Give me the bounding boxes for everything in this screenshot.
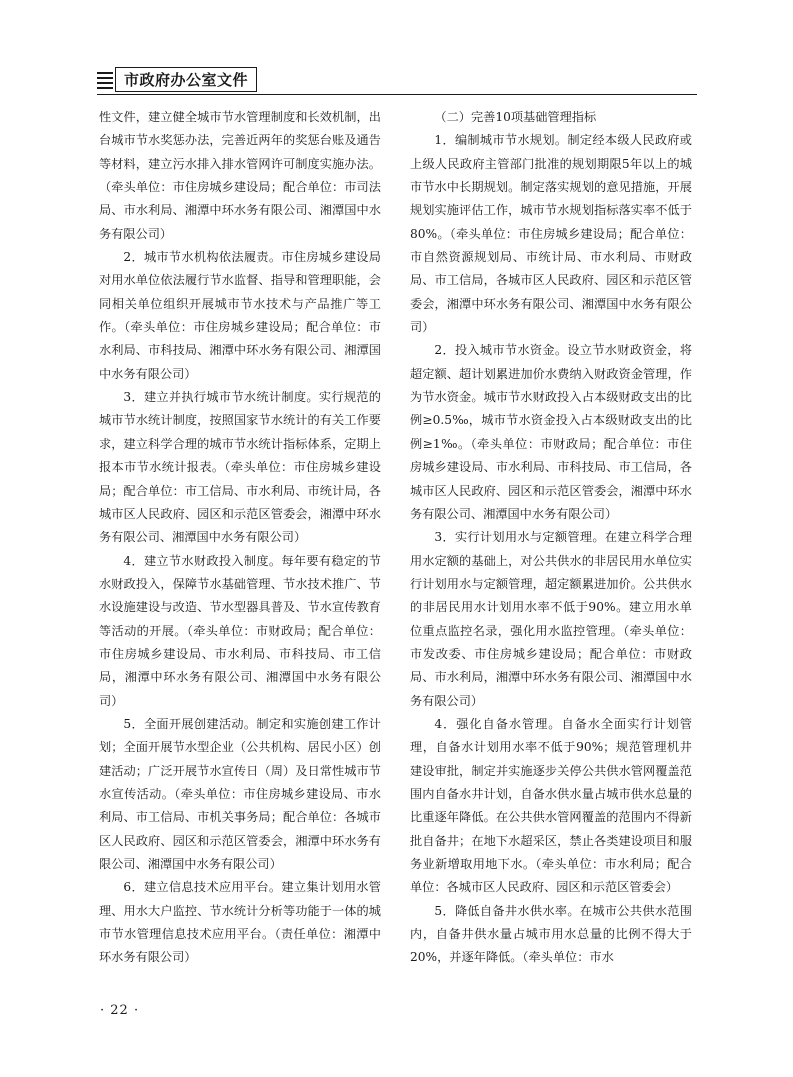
paragraph: 2．投入城市节水资金。设立节水财政资金，将超定额、超计划累进加价水费纳入财政资金管理，作为节水资金。城市节水财政投入占本级财政支出的比例≥0.5‰，城市节水资金投入占本级财政支出的比例≥1‰。（牵头单位：市财政局；配合单位：市住房城乡建设局、市水利局、市科技局、市工信局，各城市区人民政府、园区和示范区管委会，湘潭中环水务有限公司、湘潭国中水务有限公司） [410,343,692,521]
paragraph: 3．实行计划用水与定额管理。在建立科学合理用水定额的基础上，对公共供水的非居民用水单位实行计划用水与定额管理，超定额累进加价。公共供水的非居民用水计划用水率不低于90%。建立用水单位重点监控名录，强化用水监控管理。（牵头单位：市发改委、市住房城乡建设局；配合单位：市财政局、市水利局，湘潭中环水务有限公司、湘潭国中水务有限公司） [410,530,692,708]
paragraph: 1．编制城市节水规划。制定经本级人民政府或上级人民政府主管部门批准的规划期限5年以上的城市节水中长期规划。制定落实规划的意见措施，开展规划实施评估工作，城市节水规划指标落实率不低于80%。（牵头单位：市住房城乡建设局；配合单位：市自然资源规划局、市统计局、市水利局、市财政局、市工信局，各城市区人民政府、园区和示范区管委会，湘潭中环水务有限公司、湘潭国中水务有限公司） [410,133,692,335]
header-title: 市政府办公室文件 [115,67,257,92]
paragraph: 3．建立并执行城市节水统计制度。实行规范的城市节水统计制度，按照国家节水统计的有关工作要求，建立科学合理的城市节水统计指标体系，定期上报本市节水统计报表。（牵头单位：市住房城乡建设局；配合单位：市工信局、市水利局、市统计局，各城市区人民政府、园区和示范区管委会，湘潭中环水务有限公司、湘潭国中水务有限公司） [99,390,381,545]
header-stripe-icon [97,70,113,92]
paragraph: 性文件，建立健全城市节水管理制度和长效机制，出台城市节水奖惩办法，完善近两年的奖惩台账及通告等材料，建立污水排入排水管网许可制度实施办法。（牵头单位：市住房城乡建设局；配合单位：市司法局、市水利局、湘潭中环水务有限公司、湘潭国中水务有限公司） [99,110,381,241]
page-number: · 22 · [100,1003,140,1018]
right-column [410,106,692,970]
page-header [97,67,257,92]
paragraph: 4．建立节水财政投入制度。每年要有稳定的节水财政投入，保障节水基础管理、节水技术推广、节水设施建设与改造、节水型器具普及、节水宣传教育等活动的开展。（牵头单位：市财政局；配合单位：市住房城乡建设局、市水利局、市科技局、市工信局，湘潭中环水务有限公司、湘潭国中水务有限公司） [99,553,381,708]
paragraph: 5．全面开展创建活动。制定和实施创建工作计划；全面开展节水型企业（公共机构、居民小区）创建活动；广泛开展节水宣传日（周）及日常性城市节水宣传活动。（牵头单位：市住房城乡建设局、市水利局、市工信局、市机关事务局；配合单位：各城市区人民政府、园区和示范区管委会，湘潭中环水务有限公司、湘潭国中水务有限公司） [99,716,381,871]
paragraph: 6．建立信息技术应用平台。建立集计划用水管理、用水大户监控、节水统计分析等功能于一体的城市节水管理信息技术应用平台。（责任单位：湘潭中环水务有限公司） [99,880,381,965]
header-rule [97,94,697,95]
paragraph: 4．强化自备水管理。自备水全面实行计划管理，自备水计划用水率不低于90%；规范管理机井建设审批，制定并实施逐步关停公共供水管网覆盖范围内自备水井计划，自备水供水量占城市供水总量的比重逐年降低。在公共供水管网覆盖的范围内不得新批自备井；在地下水超采区，禁止各类建设项目和服务业新增取用地下水。（牵头单位：市水利局；配合单位：各城市区人民政府、园区和示范区管委会） [410,716,692,895]
left-column [99,106,381,970]
paragraph: 5．降低自备井水供水率。在城市公共供水范围内，自备井供水量占城市用水总量的比例不得大于20%，并逐年降低。（牵头单位：市水 [410,903,692,965]
paragraph: （二）完善10项基础管理指标 [434,110,597,124]
paragraph: 2．城市节水机构依法履责。市住房城乡建设局对用水单位依法履行节水监督、指导和管理职能，会同相关单位组织开展城市节水技术与产品推广等工作。（牵头单位：市住房城乡建设局；配合单位：市水利局、市科技局、湘潭中环水务有限公司、湘潭国中水务有限公司） [99,250,381,381]
